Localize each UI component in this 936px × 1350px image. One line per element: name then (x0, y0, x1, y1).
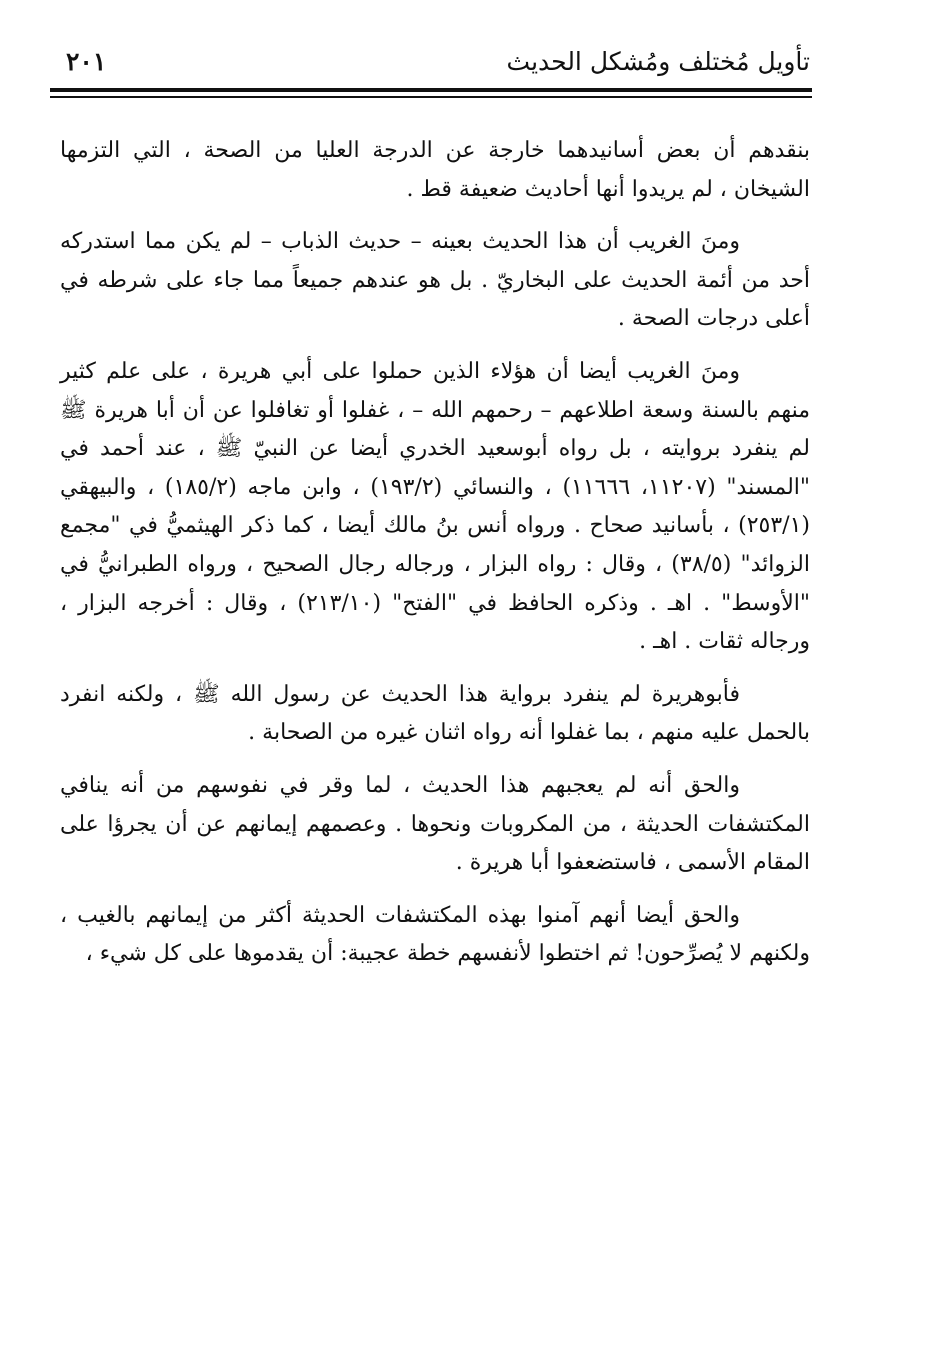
paragraph-6: والحق أيضا أنهم آمنوا بهذه المكتشفات الحديثة أكثر من إيمانهم بالغيب ، ولكنهم لا يُصرِّحون! ثم اختطوا لأنفسهم خطة عجيبة: أن يقدموها على كل شيء ، (60, 902, 810, 967)
paragraph-1: بنقدهم أن بعض أسانيدهما خارجة عن الدرجة العليا من الصحة ، التي التزمها الشيخان ، لم يريدوا أنها أحاديث ضعيفة قط . (60, 138, 810, 202)
paragraph-5: والحق أنه لم يعجبهم هذا الحديث ، لما وقر في نفوسهم من أنه ينافي المكتشفات الحديثة ، من المكروبات ونحوها . وعصمهم إيمانهم عن أن يجرؤا على المقام الأسمى ، فاستضعفوا أبا هريرة . (60, 772, 810, 876)
header-rule-thin (50, 96, 812, 98)
running-header (50, 42, 810, 88)
paragraph-4: فأبوهريرة لم ينفرد برواية هذا الحديث عن رسول الله ﷺ ، ولكنه انفرد بالحمل عليه منهم ، بما غفلوا أنه رواه اثنان غيره من الصحابة . (60, 681, 810, 746)
header-title: تأويل مُختلف ومُشكل الحديث (506, 47, 810, 76)
header-rule-thick (50, 88, 812, 92)
paragraph-2: ومنَ الغريب أن هذا الحديث بعينه – حديث الذباب – لم يكن مما استدركه أحد من أئمة الحديث على البخاريّ . بل هو عندهم جميعاً مما جاء على شرطه في أعلى درجات الصحة . (60, 229, 810, 332)
paragraph-3: ومنَ الغريب أيضا أن هؤلاء الذين حملوا على أبي هريرة ، على علم كثير منهم بالسنة وسعة اطلاعهم – رحمهم الله – ، غفلوا أو تغافلوا عن أن أبا هريرة ﷺ لم ينفرد بروايته ، بل رواه أبوسعيد الخدري أيضا عن النبيّ ﷺ ، عند أحمد في "المسند" (١١٢٠٧، ١١٦٦٦) ، والنسائي (١٩٣/٢) ، وابن ماجه (١٨٥/٢) ، والبيهقي (٢٥٣/١) ، بأسانيد صحاح . ورواه أنس بنُ مالك أيضا ، كما ذكر الهيثميُّ في "مجمع الزوائد" (٣٨/٥) ، وقال : رواه البزار ، ورجاله رجال الصحيح ، ورواه الطبرانيُّ في "الأوسط" . اهـ . وذكره الحافظ في "الفتح" (٢١٣/١٠) ، وقال : أخرجه البزار ، ورجاله ثقات . اهـ . (60, 358, 811, 655)
body-text (60, 132, 810, 988)
page-number: ٢٠١ (66, 47, 107, 76)
